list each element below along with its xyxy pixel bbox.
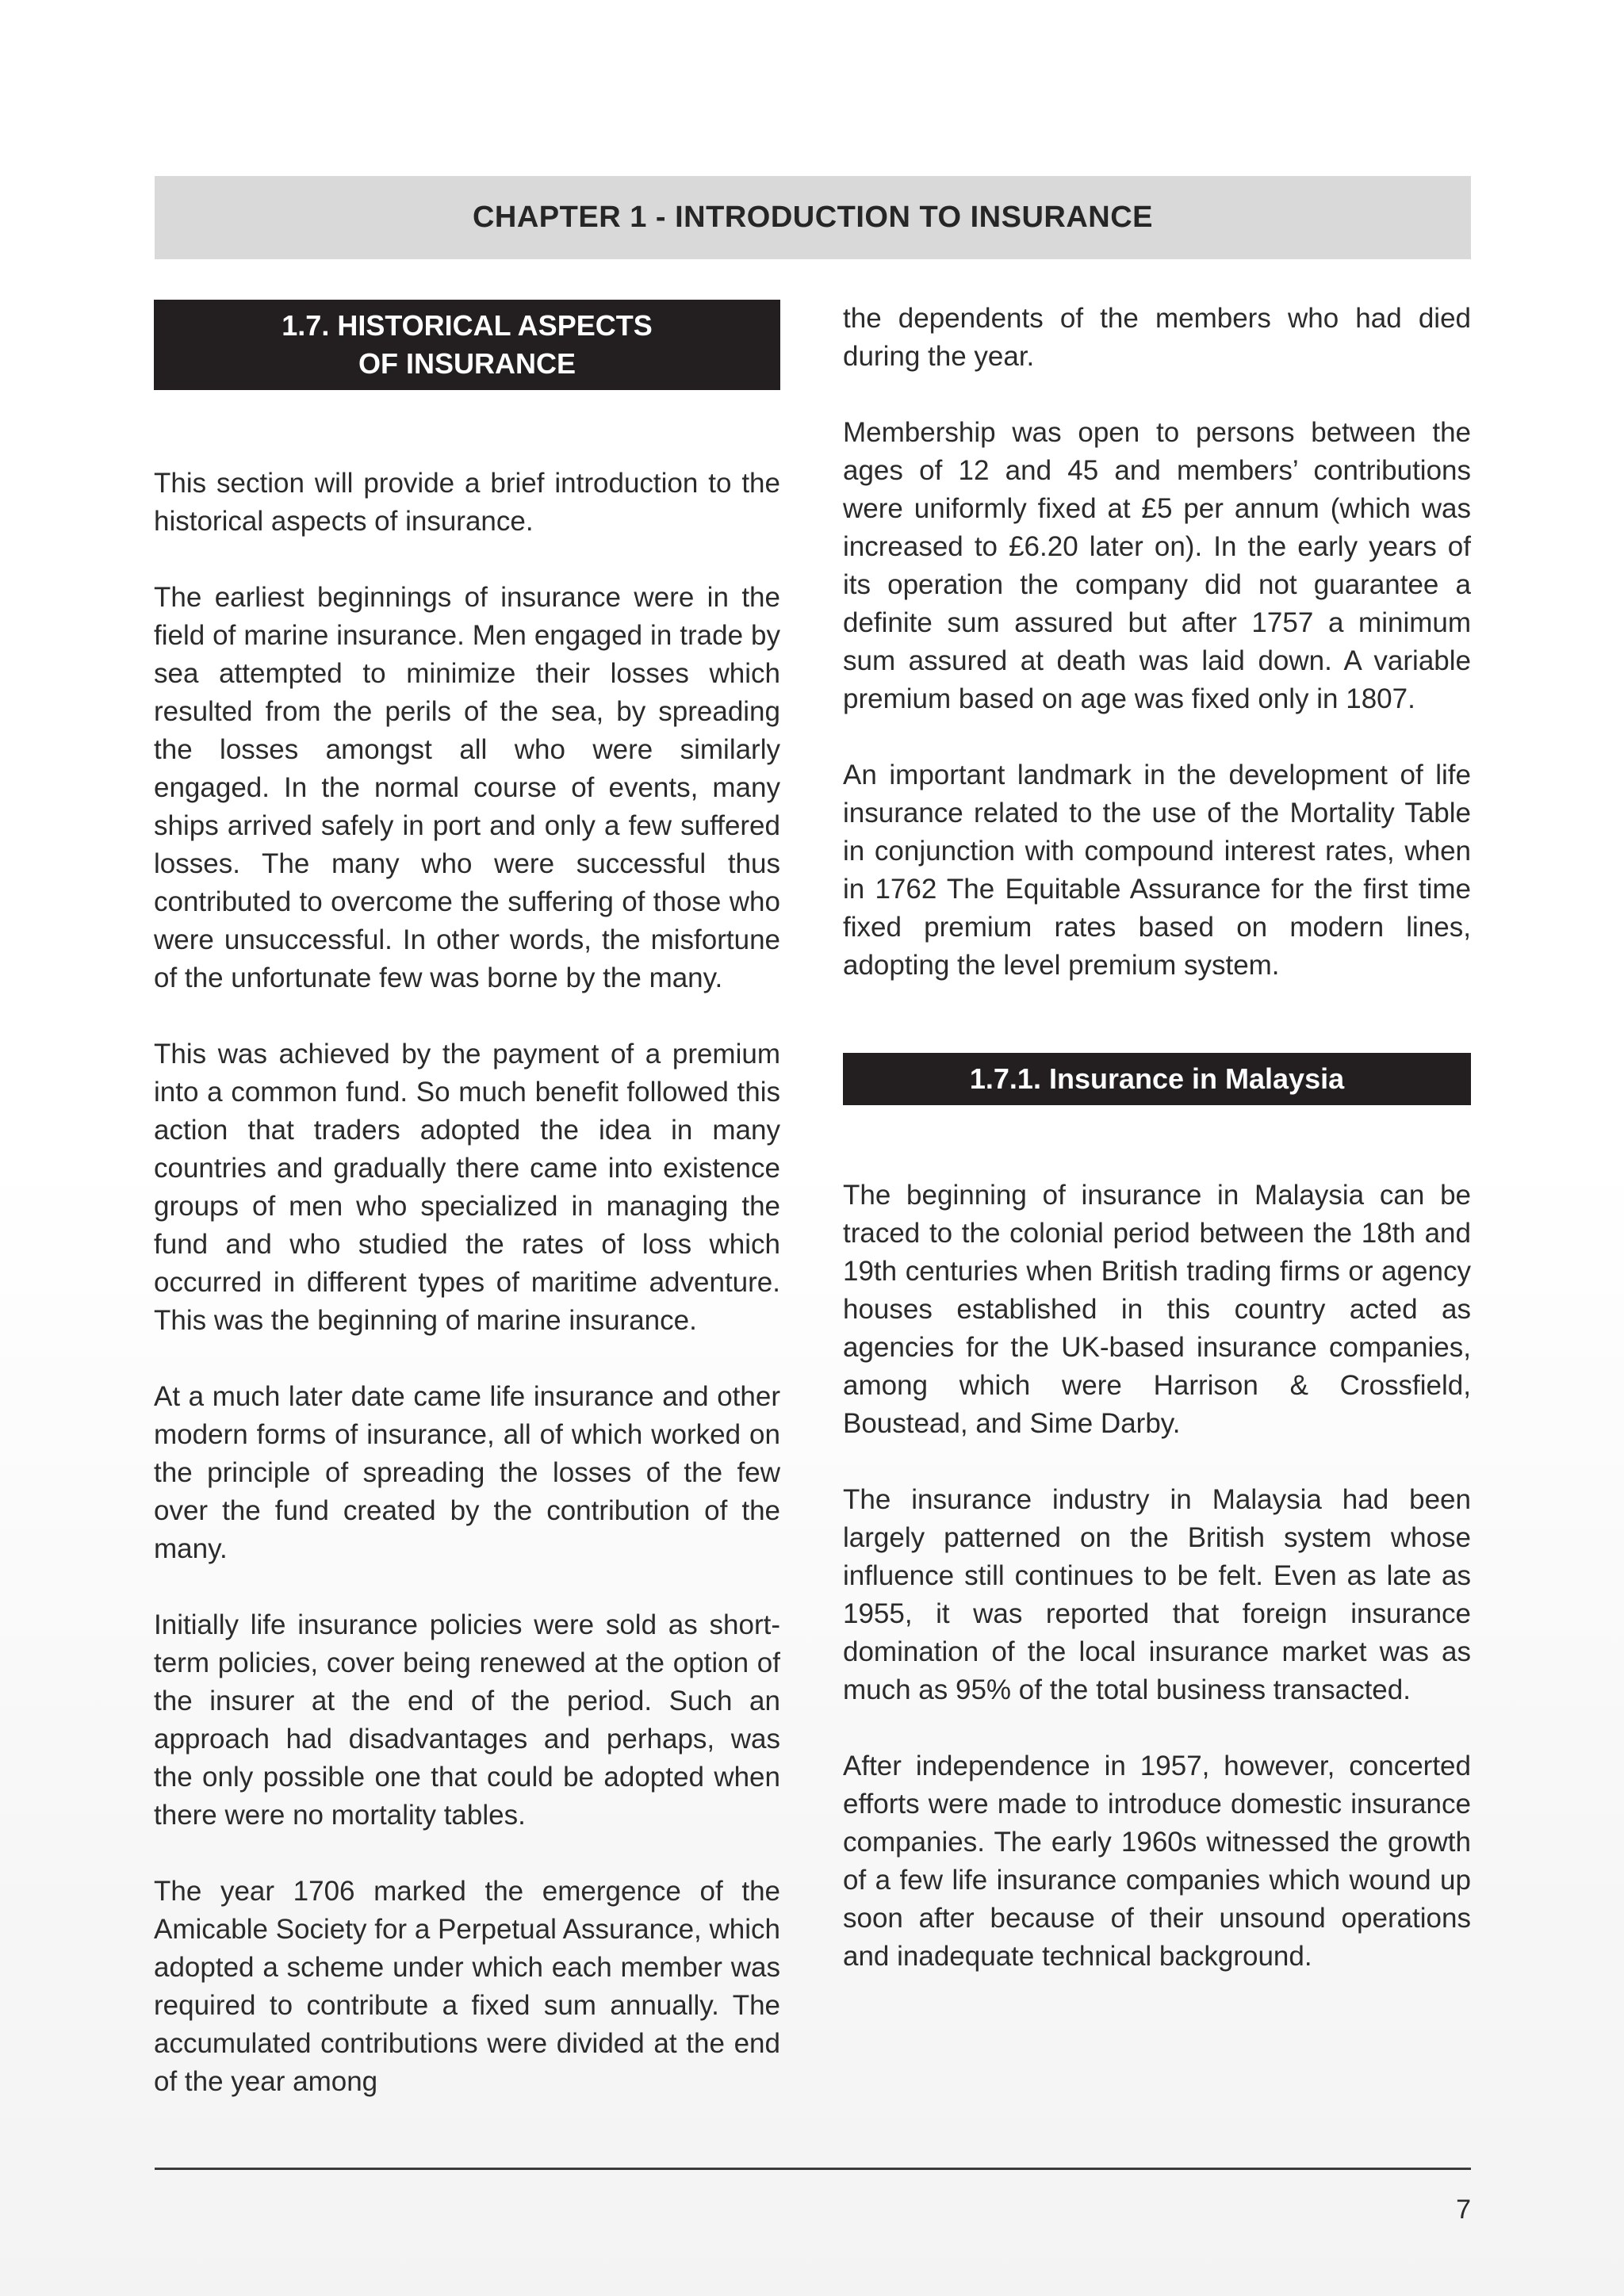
left-column — [154, 300, 780, 2101]
section-heading-line-1: 1.7. HISTORICAL ASPECTS — [282, 309, 653, 342]
paragraph-british-system: The insurance industry in Malaysia had been largely patterned on the British system whose influence still continues to be felt. Even as late as 1955, it was reported that foreign insurance domination of the local insurance market was as much as 95% of the total business transacted. — [843, 1484, 1471, 1705]
paragraph-dependents: the dependents of the members who had died during the year. — [843, 303, 1471, 372]
section-heading-line-2: OF INSURANCE — [358, 347, 576, 380]
paragraph-amicable-society: The year 1706 marked the emergence of the Amicable Society for a Perpetual Assurance, which adopted a scheme under which each member was required to contribute a fixed sum annually. The accumulated contributions were divided at the end of the year among — [154, 1876, 780, 2097]
paragraph-short-term-policies: Initially life insurance policies were sold as short-term policies, cover being renewed at the option of the insurer at the end of the period. Such an approach had disadvantages and perhaps, was the only possible one that could be adopted when there were no mortality tables. — [154, 1609, 780, 1831]
paragraph-mortality-table: An important landmark in the development of life insurance related to the use of the Mortality Table in conjunction with compound interest rates, when in 1762 The Equitable Assurance for the first time fixed premium rates based on modern lines, adopting the level premium system. — [843, 760, 1471, 981]
paragraph-membership: Membership was open to persons between the ages of 12 and 45 and members’ contributions were uniformly fixed at £5 per annum (which was increased to £6.20 later on). In the early years of its operation the company did not guarantee a definite sum assured but after 1757 a minimum sum assured at death was laid down. A variable premium based on age was fixed only in 1807. — [843, 417, 1471, 714]
chapter-header-band — [155, 176, 1471, 259]
paragraph-life-insurance: At a much later date came life insurance and other modern forms of insurance, all of which worked on the principle of spreading the losses of the few over the fund created by the contribution of the many. — [154, 1381, 780, 1564]
paragraph-independence: After independence in 1957, however, concerted efforts were made to introduce domestic insurance companies. The early 1960s witnessed the growth of a few life insurance companies which wound up soon after because of their unsound operations and inadequate technical background. — [843, 1751, 1471, 1972]
subsection-heading: 1.7.1. Insurance in Malaysia — [843, 1053, 1471, 1105]
paragraph-malaysia-beginning: The beginning of insurance in Malaysia can be traced to the colonial period between the 18th and 19th centuries when British trading firms or agency houses established in this country acted as agencies for the UK-based insurance companies, among which were Harrison & Crossfield, Boustead, and Sime Darby. — [843, 1180, 1471, 1439]
paragraph-marine-beginnings: The earliest beginnings of insurance were in the field of marine insurance. Men engaged in trade by sea attempted to minimize their losses which resulted from the perils of the sea, by spreading the losses amongst all who were similarly engaged. In the normal course of events, many ships arrived safely in port and only a few suffered losses. The many who were successful thus contributed to overcome the suffering of those who were unsuccessful. In other words, the misfortune of the unfortunate few was borne by the many. — [154, 582, 780, 993]
footer-divider — [155, 2168, 1471, 2170]
right-column — [843, 300, 1471, 1976]
paragraph-intro: This section will provide a brief introduction to the historical aspects of insurance. — [154, 468, 780, 537]
paragraph-common-fund: This was achieved by the payment of a premium into a common fund. So much benefit followed this action that traders adopted the idea in many countries and gradually there came into existence groups of men who specialized in managing the fund and who studied the rates of loss which occurred in different types of maritime adventure. This was the beginning of marine insurance. — [154, 1039, 780, 1336]
chapter-title: CHAPTER 1 - INTRODUCTION TO INSURANCE — [472, 201, 1154, 234]
page-number: 7 — [1456, 2195, 1471, 2225]
section-heading — [154, 300, 780, 390]
